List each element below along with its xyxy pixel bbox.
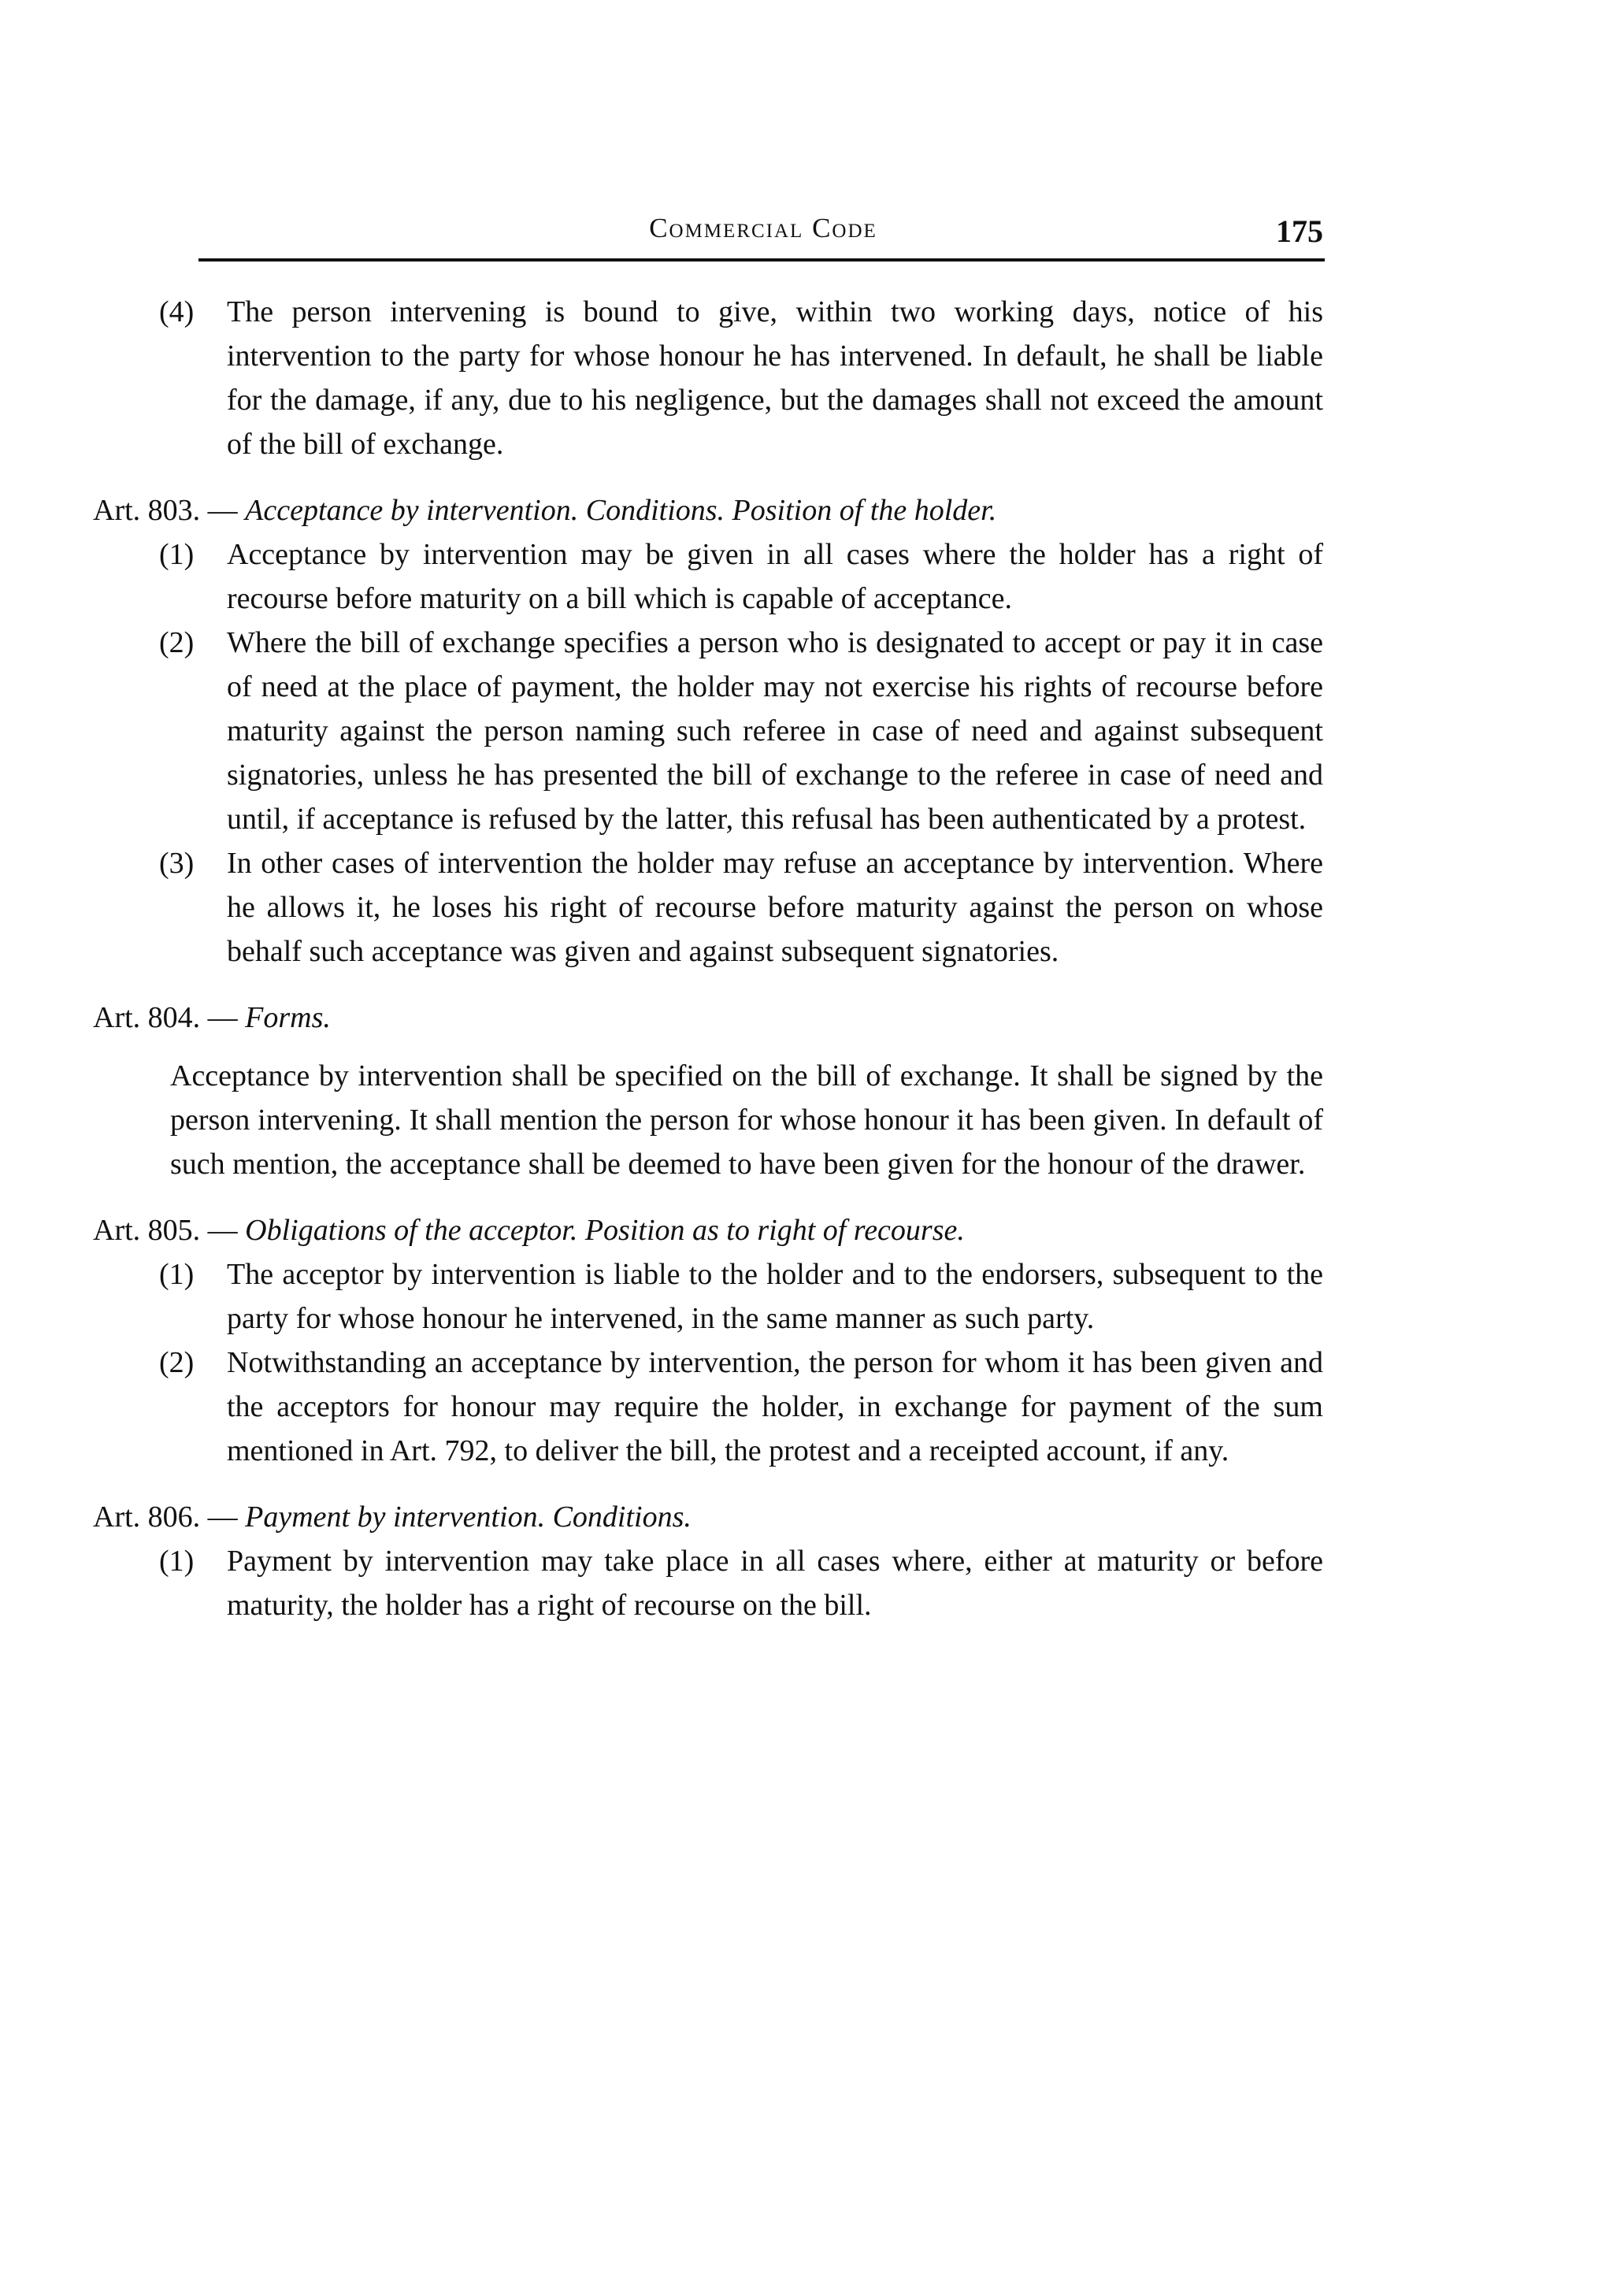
article-label: Art. 804. — [93,1001,238,1034]
article-806 [93,1495,1323,1627]
paragraph-2 [159,621,1323,841]
article-title: Acceptance by intervention. Conditions. Position of the holder. [245,494,997,527]
paragraph-number: (2) [159,1346,195,1379]
paragraph-text: The person intervening is bound to give, within two working days, notice of his intervention to the party for whose honour he has intervened. In default, he shall be liable for the damage, if any, due to his negligence, but the damages shall not exceed the amount of the bill of exchange. [227,295,1323,461]
article-heading [93,1208,1323,1252]
paragraph-number: (1) [159,1258,195,1291]
article-804 [93,996,1323,1186]
article-heading [93,488,1323,532]
paragraph-number: (1) [159,538,195,571]
paragraph-text: Notwithstanding an acceptance by intervention, the person for whom it has been given and the acceptors for honour may require the holder, in exchange for payment of the sum mentioned in Art. 792, to deliver the bill, the protest and a receipted account, if any. [227,1346,1323,1467]
article-title: Obligations of the acceptor. Position as to right of recourse. [245,1214,965,1247]
paragraph-text: The acceptor by intervention is liable to the holder and to the endorsers, subsequent to the party for whose honour he intervened, in the same manner as such party. [227,1258,1323,1335]
article-label: Art. 806. — [93,1500,238,1534]
article-heading [93,996,1323,1040]
paragraph-text: Acceptance by intervention shall be specified on the bill of exchange. It shall be signed by the person intervening. It shall mention the person for whose honour it has been given. In default of such mention, the acceptance shall be deemed to have been given for the honour of the drawer. [170,1059,1323,1181]
article-title: Forms. [245,1001,331,1034]
article-label: Art. 803. — [93,494,238,527]
running-title: Commercial Code [649,213,877,243]
paragraph-number: (1) [159,1545,195,1578]
page-body [93,290,1323,1627]
article-805 [93,1208,1323,1473]
page-header [203,206,1323,254]
header-rule [198,258,1325,261]
paragraph-1 [159,532,1323,621]
article-heading [93,1495,1323,1539]
paragraph-text: Where the bill of exchange specifies a person who is designated to accept or pay it in case of need at the place of payment, the holder may not exercise his rights of recourse before maturity against the person naming such referee in case of need and against subsequent signatories, unless he has presented the bill of exchange to the referee in case of need and until, if acceptance is refused by the latter, this refusal has been authenticated by a protest. [227,626,1323,836]
paragraph-4 [159,290,1323,466]
article-title: Payment by intervention. Conditions. [245,1500,692,1534]
paragraph-number: (4) [159,295,195,328]
paragraph-text: Payment by intervention may take place in all cases where, either at maturity or before maturity, the holder has a right of recourse on the bill. [227,1545,1323,1622]
article-803 [93,488,1323,974]
paragraph-number: (3) [159,847,195,880]
paragraph-2 [159,1341,1323,1473]
paragraph-number: (2) [159,626,195,659]
paragraph-1 [159,1539,1323,1627]
paragraph-text: Acceptance by intervention may be given in all cases where the holder has a right of recourse before maturity on a bill which is capable of acceptance. [227,538,1323,615]
paragraph-3 [159,841,1323,974]
page-number: 175 [1276,213,1323,249]
article-label: Art. 805. — [93,1214,238,1247]
paragraph-1 [159,1252,1323,1341]
paragraph-text: In other cases of intervention the holder may refuse an acceptance by intervention. Where he allows it, he loses his right of recourse before maturity against the person on whose behalf such acceptance was given and against subsequent signatories. [227,847,1323,968]
